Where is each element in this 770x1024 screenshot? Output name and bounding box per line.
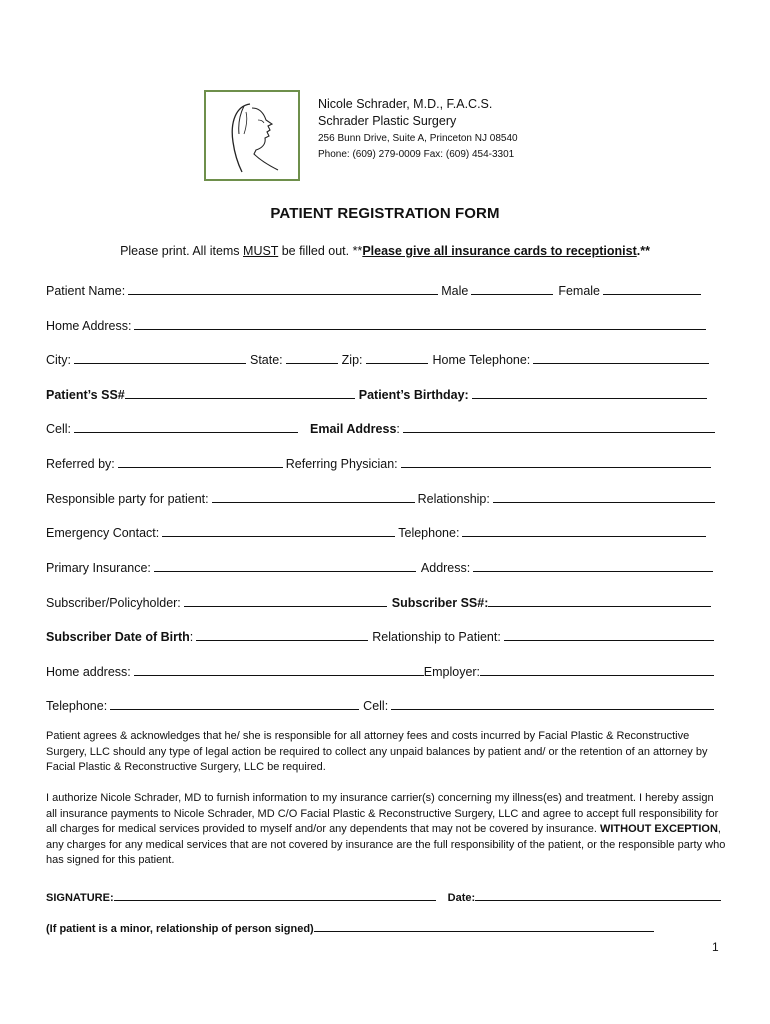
cell-field[interactable] (74, 418, 298, 433)
referring-physician-label: Referring Physician: (285, 457, 398, 471)
emergency-telephone-field[interactable] (462, 522, 706, 537)
insurance-address-field[interactable] (473, 557, 713, 572)
patient-birthday-field[interactable] (472, 384, 707, 399)
subscriber-dob-label: Subscriber Date of Birth (46, 630, 190, 644)
home-telephone-field[interactable] (533, 349, 709, 364)
primary-insurance-field[interactable] (154, 557, 416, 572)
minor-relationship-label: (If patient is a minor, relationship of person signed) (46, 923, 314, 935)
instructions-part2: be filled out. ** (278, 244, 363, 258)
emergency-contact-label: Emergency Contact: (46, 526, 160, 540)
doctor-name: Nicole Schrader, M.D., F.A.C.S. (318, 97, 493, 111)
female-field[interactable] (603, 280, 701, 295)
row-telephone-cell (46, 693, 714, 713)
home-address-label: Home Address: (46, 319, 132, 333)
practice-address: 256 Bunn Drive, Suite A, Princeton NJ 08540 (318, 133, 518, 145)
state-label: State: (250, 353, 283, 367)
relationship-to-patient-label: Relationship to Patient: (372, 630, 501, 644)
instructions-insurance-note: Please give all insurance cards to receptionist (362, 244, 637, 258)
minor-relationship-row (46, 917, 654, 935)
row-referred-by (46, 451, 711, 471)
instructions-must: MUST (243, 244, 279, 258)
patient-ss-field[interactable] (125, 384, 355, 399)
subscriber-policyholder-field[interactable] (184, 592, 387, 607)
subscriber-home-address-label: Home address: (46, 665, 131, 679)
city-label: City: (46, 353, 71, 367)
practice-logo (204, 90, 300, 181)
subscriber-cell-field[interactable] (391, 695, 714, 710)
signature-row (46, 886, 721, 904)
referred-by-label: Referred by: (46, 457, 115, 471)
emergency-contact-field[interactable] (162, 522, 395, 537)
instructions-part1: Please print. All items (120, 244, 244, 258)
subscriber-dob-field[interactable] (196, 626, 368, 641)
referred-by-field[interactable] (118, 453, 283, 468)
zip-label: Zip: (341, 353, 363, 367)
patient-birthday-label: Patient’s Birthday: (358, 388, 469, 402)
employer-field[interactable] (480, 661, 714, 676)
form-title: PATIENT REGISTRATION FORM (270, 205, 500, 222)
signature-field[interactable] (114, 888, 436, 901)
patient-ss-label: Patient’s SS# (46, 388, 125, 402)
signature-label: SIGNATURE: (46, 892, 114, 904)
subscriber-policyholder-label: Subscriber/Policyholder: (46, 596, 181, 610)
male-label: Male (441, 284, 469, 298)
patient-name-label: Patient Name: (46, 284, 126, 298)
row-emergency-contact (46, 520, 706, 540)
row-subscriber-dob (46, 624, 714, 644)
instructions-part3: .** (636, 244, 650, 258)
primary-insurance-label: Primary Insurance: (46, 561, 151, 575)
row-subscriber (46, 590, 711, 610)
authorization-text-2: , any charges for any medical services that are not covered by insurance are the full responsibility of the patient, or the responsible party who has signed for this patient. (46, 823, 726, 866)
row-home-address-employer (46, 659, 714, 679)
home-address-field[interactable] (134, 315, 706, 330)
attorney-fees-paragraph: Patient agrees & acknowledges that he/ she is responsible for all attorney fees and costs incurred by Facial Plastic & Reconstructive Surgery, LLC should any type of legal action be required to collect any unpaid balances by patient and/ or the retention of an attorney by Facial Plastic & Reconstructive Surgery, LLC be required. (46, 730, 708, 773)
row-patient-name (46, 278, 716, 298)
row-patient-ss (46, 382, 707, 402)
zip-field[interactable] (366, 349, 428, 364)
male-field[interactable] (471, 280, 553, 295)
subscriber-ss-label: Subscriber SS#: (391, 596, 489, 610)
row-city-state-zip (46, 347, 709, 367)
relationship-label: Relationship: (417, 492, 490, 506)
relationship-field[interactable] (493, 488, 715, 503)
row-responsible-party (46, 486, 715, 506)
city-field[interactable] (74, 349, 246, 364)
email-address-field[interactable] (403, 418, 715, 433)
state-field[interactable] (286, 349, 338, 364)
practice-name: Schrader Plastic Surgery (318, 113, 457, 128)
row-primary-insurance (46, 555, 713, 575)
date-label: Date: (447, 892, 476, 904)
date-field[interactable] (475, 888, 721, 901)
instructions (0, 244, 770, 258)
page-number: 1 (712, 940, 719, 954)
face-profile-icon (206, 92, 298, 179)
email-address-label: Email Address (310, 422, 397, 436)
subscriber-home-address-field[interactable] (134, 661, 424, 676)
relationship-to-patient-field[interactable] (504, 626, 714, 641)
practice-header (318, 97, 518, 161)
cell-label: Cell: (46, 422, 72, 436)
female-label: Female (558, 284, 600, 298)
practice-phone-fax: Phone: (609) 279-0009 Fax: (609) 454-3301 (318, 148, 515, 160)
responsible-party-label: Responsible party for patient: (46, 492, 209, 506)
subscriber-ss-field[interactable] (488, 592, 711, 607)
insurance-address-label: Address: (420, 561, 471, 575)
email-colon: : (396, 422, 400, 436)
row-home-address (46, 313, 706, 333)
employer-label: Employer: (423, 665, 481, 679)
minor-relationship-field[interactable] (314, 919, 654, 932)
subscriber-dob-colon: : (189, 630, 194, 644)
subscriber-telephone-field[interactable] (110, 695, 359, 710)
emergency-telephone-label: Telephone: (398, 526, 460, 540)
authorization-text-1: I authorize Nicole Schrader, MD to furnish information to my insurance carrier(s) concerning my illness(es) and treatment. I hereby assign all insurance payments to Nicole Schrader, MD C/O Facial Plastic & Reconstructive Surgery, LLC and agree to accept full responsibility for all charges for medical services provided to myself and/or any dependents that may not be covered by insurance. (46, 792, 719, 835)
patient-name-field[interactable] (128, 280, 438, 295)
responsible-party-field[interactable] (212, 488, 415, 503)
authorization-paragraph (46, 791, 726, 869)
row-cell-email (46, 416, 715, 436)
referring-physician-field[interactable] (401, 453, 711, 468)
without-exception-text: WITHOUT EXCEPTION (599, 823, 718, 835)
home-telephone-label: Home Telephone: (432, 353, 531, 367)
subscriber-telephone-label: Telephone: (46, 699, 108, 713)
subscriber-cell-label: Cell: (363, 699, 389, 713)
